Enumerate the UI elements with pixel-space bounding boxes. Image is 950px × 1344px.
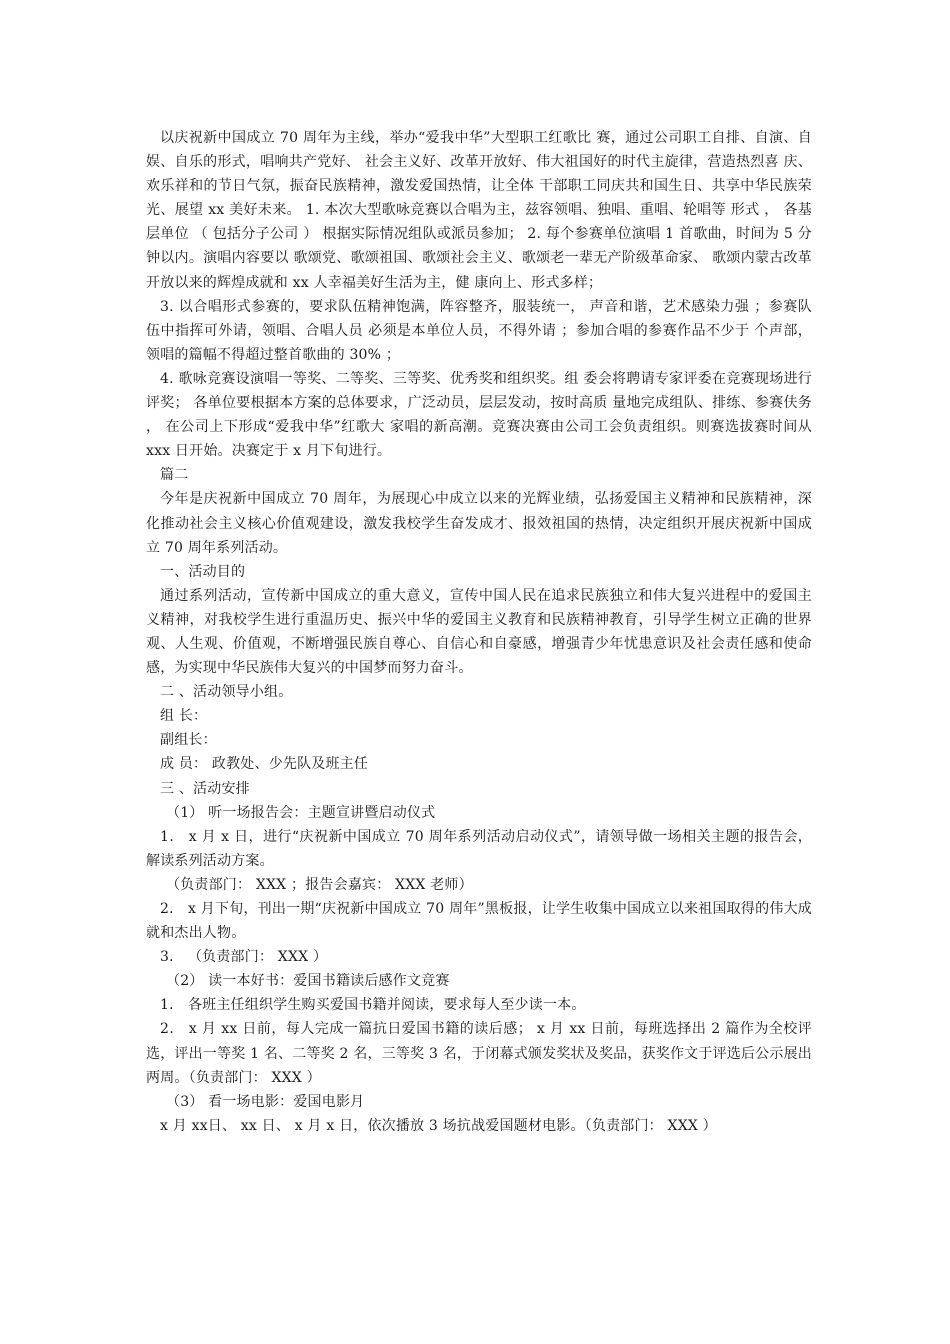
- paragraph-rule-3: 3. 以合唱形式参赛的，要求队伍精神饱满，阵容整齐，服装统一， 声音和谐，艺术感染力强 ；参赛队伍中指挥可外请，领唱、合唱人员 必须是本单位人员，不得外请 ；参加合唱的参赛作品不少于 个声部，领唱的篇幅不得超过整首歌曲的 30% ；: [146, 298, 812, 363]
- item-1-responsibility: （负责部门： XXX ；报告会嘉宾： XXX 老师）: [166, 876, 473, 893]
- subheading-watch-movie: （3） 看一场电影：爱国电影月: [166, 1093, 365, 1110]
- paragraph-purpose: 通过系列活动，宣传新中国成立的重大意义，宣传中国人民在追求民族独立和伟大复兴进程中的爱国主义精神，对我校学生进行重温历史、振兴中华的爱国主义教育和民族精神教育，引导学生树立正确的世界观、人生观、价值观，不断增强民族自尊心、自信心和自豪感，增强青少年忧患意识及社会责任感和使命感，为实现中华民族伟大复兴的中国梦而努力奋斗。: [146, 587, 812, 677]
- subheading-read-book: （2） 读一本好书：爱国书籍读后感作文竞赛: [166, 973, 450, 990]
- paragraph-intro: 今年是庆祝新中国成立 70 周年，为展现心中成立以来的光辉业绩，弘扬爱国主义精神和民族精神，深化推动社会主义核心价值观建设，激发我校学生奋发成才、报效祖国的热情，决定组织开展庆祝新中国成立 70 周年系列活动。: [146, 491, 812, 556]
- subheading-report-meeting: （1） 听一场报告会：主题宣讲暨启动仪式: [166, 804, 436, 821]
- book-item-2: 2． x 月 xx 日前，每人完成一篇抗日爱国书籍的读后感； x 月 xx 日前，每班选择出 2 篇作为全校评选，评出一等奖 1 名、二等奖 2 名，三等奖 3 名，于闭幕式颁发奖状及奖品，获奖作文于评选后公示展出两周。（负责部门： XXX ）: [146, 1021, 812, 1086]
- section-heading-part-two: 篇二: [160, 467, 189, 484]
- paragraph-rule-4: 4. 歌咏竞赛设演唱一等奖、二等奖、三等奖、优秀奖和组织奖。组 委会将聘请专家评委在竞赛现场进行评奖； 各单位要根据本方案的总体要求，广泛动员，层层发动，按时高质 量地完成组队、排练、参赛伕务 ， 在公司上下形成“爱我中华”红歌大 家唱的新高潮。竞赛决赛由公司工会负责组织。则赛选拔赛时间从xxx 日开始。决赛定于 x 月下旬进行。: [146, 370, 812, 460]
- heading-activity-arrangement: 三 、活动安排: [160, 780, 250, 797]
- movie-schedule: x 月 xx日、 xx 日、 x 月 x 日，依次播放 3 场抗战爱国题材电影。（负责部门： XXX ）: [160, 1117, 717, 1134]
- deputy-leader-line: 副组长：: [160, 732, 217, 749]
- heading-leadership-group: 二 、活动领导小组。: [160, 684, 293, 701]
- leader-line: 组 长：: [160, 708, 208, 725]
- item-3-responsibility: 3． （负责部门： XXX ）: [160, 949, 328, 966]
- item-1-launch-ceremony: 1． x 月 x 日，进行“庆祝新中国成立 70 周年系列活动启动仪式”，请领导做一场相关主题的报告会，解读系列活动方案。: [146, 828, 812, 869]
- heading-activity-purpose: 一、活动目的: [160, 563, 246, 580]
- book-item-1: 1． 各班主任组织学生购买爱国书籍并阅读，要求每人至少读一本。: [160, 997, 586, 1014]
- item-2-blackboard: 2． x 月下旬，刊出一期“庆祝新中国成立 70 周年”黑板报，让学生收集中国成立以来祖国取得的伟大成就和杰出人物。: [146, 901, 812, 942]
- members-line: 成 员： 政教处、少先队及班主任: [160, 756, 369, 773]
- paragraph-event-overview: 以庆祝新中国成立 70 周年为主线，举办“爱我中华”大型职工红歌比 赛，通过公司职工自排、自演、自娱、自乐的形式，唱响共产党好、 社会主义好、改革开放好、伟大祖国好的时代主旋律，营造热烈喜 庆、欢乐祥和的节日气氛，振奋民族精神，激发爱国热情，让全体 干部职工同庆共和国生日、共享中华民族荣光、展望 xx 美好未来。 1. 本次大型歌咏竞赛以合唱为主，兹容领唱、独唱、重唱、轮唱等 形式 ， 各基层单位 （ 包括分子公司 ） 根据实际情况组队或派员参加； 2. 每个参赛单位演唱 1 首歌曲，时间为 5 分钟以内。演唱内容要以 歌颂党、歌颂祖国、歌颂社会主义、歌颂老一辈无产阶级革命家、 歌颂内蒙古改革开放以来的辉煌成就和 xx 人幸福美好生活为主，健 康向上、形式多样；: [146, 130, 812, 291]
- document-body: [146, 126, 812, 1138]
